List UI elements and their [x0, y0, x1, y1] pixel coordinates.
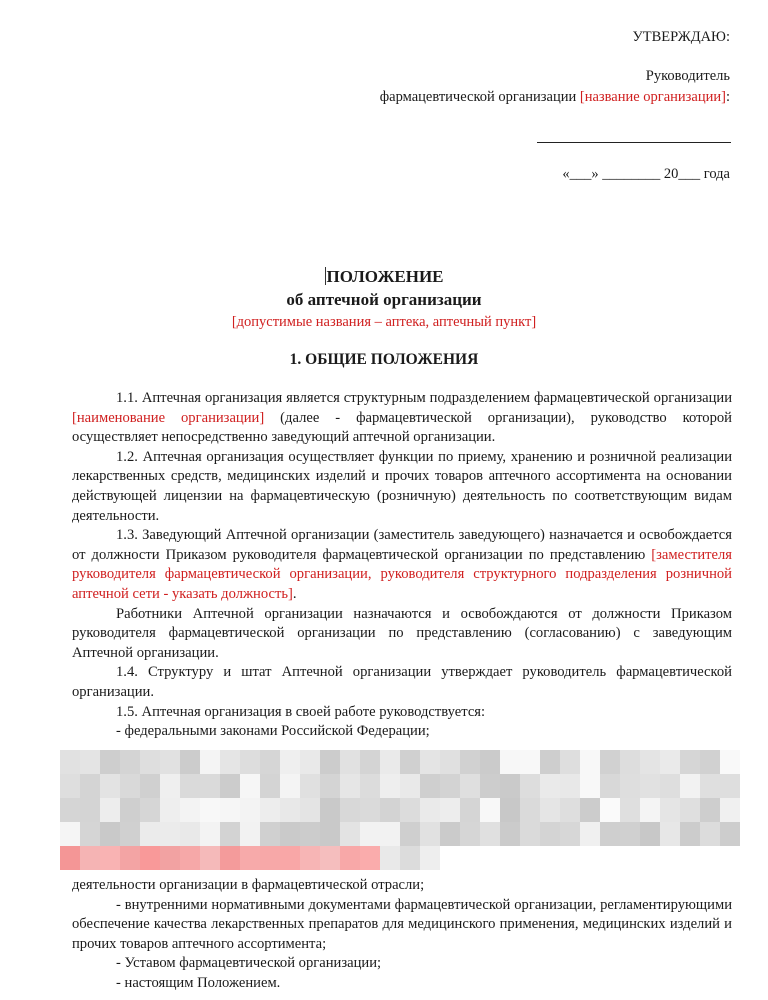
pixel-cell: [560, 846, 580, 870]
pixel-cell: [400, 798, 420, 822]
paragraph-1-5: 1.5. Аптечная организация в своей работе руководствуется:: [116, 703, 486, 720]
pixel-cell: [180, 750, 200, 774]
pixel-cell: [700, 846, 720, 870]
pixel-cell: [420, 846, 440, 870]
pixel-cell: [300, 798, 320, 822]
paragraph-after-blur: деятельности организации в фармацевтической отрасли;: [72, 877, 425, 893]
pixel-cell: [640, 774, 660, 798]
pixel-cell: [60, 774, 80, 798]
pixel-cell: [540, 774, 560, 798]
pixel-cell: [640, 750, 660, 774]
page-subtitle: об аптечной организации: [286, 290, 482, 309]
pixel-cell: [580, 798, 600, 822]
pixel-cell: [500, 798, 520, 822]
pixel-cell: [220, 774, 240, 798]
pixel-cell: [640, 798, 660, 822]
pixel-cell: [560, 822, 580, 846]
pixel-cell: [60, 846, 80, 870]
pixel-cell: [140, 774, 160, 798]
pixel-cell: [720, 774, 740, 798]
pixel-cell: [60, 798, 80, 822]
pixel-cell: [580, 750, 600, 774]
pixel-cell: [680, 774, 700, 798]
pixel-cell: [620, 822, 640, 846]
pixel-cell: [160, 750, 180, 774]
pixel-cell: [200, 846, 220, 870]
list-item-internal-docs: - внутренними нормативными документами фармацевтической организации, регламентирующими обеспечение качества лекарственных препаратов для медицинского применения, медицинских изделий и прочих товаров аптечного ассортимента;: [72, 896, 732, 952]
pixel-cell: [720, 750, 740, 774]
list-item-federal-laws: - федеральными законами Российской Федерации;: [116, 723, 430, 740]
pixel-cell: [260, 846, 280, 870]
pixel-cell: [160, 846, 180, 870]
pixel-cell: [580, 774, 600, 798]
pixel-cell: [240, 798, 260, 822]
pixel-cell: [540, 798, 560, 822]
pixel-cell: [460, 750, 480, 774]
pixel-cell: [720, 798, 740, 822]
pixel-cell: [600, 750, 620, 774]
pixel-cell: [100, 774, 120, 798]
pixel-cell: [680, 822, 700, 846]
pixel-cell: [460, 774, 480, 798]
pixel-cell: [200, 774, 220, 798]
pixel-cell: [600, 822, 620, 846]
pixel-cell: [80, 846, 100, 870]
pixel-cell: [160, 798, 180, 822]
pixel-cell: [540, 822, 560, 846]
approve-label: УТВЕРЖДАЮ:: [632, 29, 730, 45]
signature-line: [537, 124, 731, 143]
pixel-cell: [140, 798, 160, 822]
list-item-this-regulation: - настоящим Положением.: [116, 974, 281, 991]
pixel-cell: [320, 798, 340, 822]
pixel-cell: [300, 822, 320, 846]
pixel-cell: [320, 822, 340, 846]
pixel-cell: [80, 798, 100, 822]
pixel-cell: [340, 846, 360, 870]
pixel-cell: [680, 798, 700, 822]
pixel-cell: [240, 822, 260, 846]
pixel-cell: [540, 750, 560, 774]
pixel-cell: [80, 750, 100, 774]
pixel-cell: [100, 822, 120, 846]
pixel-cell: [440, 798, 460, 822]
paragraph-1-3: 1.3. Заведующий Аптечной организации (заместитель заведующего) назначается и освобождается от должности Приказом руководителя фармацевтической организации по представлению [заместителя руководителя фармацевтической организации, руководителя структурного подразделения розничной аптечной сети - указать должность].: [72, 527, 732, 602]
title-note: [допустимые названия – аптека, аптечный пункт]: [231, 314, 537, 330]
pixel-cell: [260, 774, 280, 798]
pixel-cell: [200, 822, 220, 846]
pixel-cell: [180, 822, 200, 846]
pixel-cell: [620, 750, 640, 774]
pixel-cell: [180, 846, 200, 870]
pixel-cell: [480, 750, 500, 774]
pixel-cell: [100, 798, 120, 822]
pixel-cell: [500, 846, 520, 870]
pixel-cell: [440, 846, 460, 870]
pixel-cell: [480, 822, 500, 846]
org-name-placeholder: [наименование организации]: [72, 409, 265, 426]
pixel-cell: [280, 774, 300, 798]
pixel-cell: [220, 798, 240, 822]
pixel-cell: [60, 822, 80, 846]
pixel-cell: [620, 774, 640, 798]
pixel-cell: [240, 846, 260, 870]
pixel-cell: [260, 750, 280, 774]
pixel-cell: [480, 798, 500, 822]
pixel-cell: [620, 798, 640, 822]
pixel-cell: [360, 750, 380, 774]
pixel-cell: [560, 798, 580, 822]
pixel-cell: [280, 846, 300, 870]
pixel-cell: [140, 846, 160, 870]
pixel-cell: [440, 750, 460, 774]
pixel-cell: [120, 750, 140, 774]
pixel-cell: [360, 774, 380, 798]
paragraph-workers: Работники Аптечной организации назначаются и освобождаются от должности Приказом руководителя фармацевтической организации по представлению (согласованию) с заведующим Аптечной организации.: [72, 605, 732, 661]
pixel-cell: [280, 822, 300, 846]
pixel-cell: [200, 798, 220, 822]
pixel-cell: [520, 822, 540, 846]
pixel-cell: [600, 798, 620, 822]
paragraph-1-4: 1.4. Структуру и штат Аптечной организации утверждает руководитель фармацевтической организации.: [72, 664, 732, 700]
pixel-cell: [420, 774, 440, 798]
pixel-cell: [360, 822, 380, 846]
pixel-cell: [420, 822, 440, 846]
pixel-cell: [140, 822, 160, 846]
paragraph-1-1: 1.1. Аптечная организация является структурным подразделением фармацевтической организации [наименование организации] (далее - фармацевтической организации), руководство которой осуществляет непосредственно заведующий аптечной организации.: [72, 390, 732, 446]
section-body-continued: [72, 876, 732, 994]
pixel-cell: [720, 822, 740, 846]
pixel-cell: [260, 798, 280, 822]
pixel-cell: [560, 750, 580, 774]
pixel-cell: [620, 846, 640, 870]
pixel-cell: [280, 798, 300, 822]
pixel-cell: [360, 798, 380, 822]
pixel-cell: [220, 846, 240, 870]
pixel-cell: [400, 822, 420, 846]
pixel-cell: [240, 774, 260, 798]
pixel-cell: [580, 822, 600, 846]
pixel-cell: [480, 846, 500, 870]
org-prefix: фармацевтической организации: [379, 89, 580, 105]
pixel-cell: [320, 750, 340, 774]
pixel-cell: [220, 822, 240, 846]
pixel-cell: [320, 774, 340, 798]
pixel-cell: [440, 774, 460, 798]
paragraph-1-2: 1.2. Аптечная организация осуществляет функции по приему, хранению и розничной реализации лекарственных средств, медицинских изделий и прочих товаров аптечного ассортимента на основании действующей лицензии на фармацевтическую (розничную) деятельность по соответствующим видам деятельности.: [72, 448, 732, 524]
pixel-cell: [520, 750, 540, 774]
pixel-cell: [700, 750, 720, 774]
pixel-cell: [540, 846, 560, 870]
pixel-cell: [220, 750, 240, 774]
pixel-cell: [340, 774, 360, 798]
pixel-cell: [120, 822, 140, 846]
pixel-cell: [660, 846, 680, 870]
pixel-cell: [380, 846, 400, 870]
org-suffix: :: [725, 89, 730, 105]
pixel-cell: [440, 822, 460, 846]
head-label: Руководитель: [645, 68, 730, 84]
pixel-cell: [380, 774, 400, 798]
pixel-cell: [380, 822, 400, 846]
pixel-cell: [380, 798, 400, 822]
pixel-cell: [500, 750, 520, 774]
pixel-cell: [180, 774, 200, 798]
list-item-charter: - Уставом фармацевтической организации;: [116, 955, 382, 972]
pixel-cell: [660, 798, 680, 822]
pixel-cell: [400, 750, 420, 774]
pixel-cell: [460, 822, 480, 846]
pixel-cell: [660, 750, 680, 774]
pixel-cell: [420, 750, 440, 774]
title-main: ПОЛОЖЕНИЕ: [326, 267, 444, 286]
pixel-cell: [100, 750, 120, 774]
pixel-cell: [200, 750, 220, 774]
pixel-cell: [80, 774, 100, 798]
pixel-cell: [660, 774, 680, 798]
pixel-cell: [640, 846, 660, 870]
pixel-cell: [720, 846, 740, 870]
pixel-cell: [660, 822, 680, 846]
text-cursor: [325, 267, 326, 285]
pixel-cell: [680, 846, 700, 870]
pixel-cell: [460, 846, 480, 870]
position-placeholder: [заместителя руководителя фармацевтической организации, руководителя структурного подразделения розничной аптечной сети - указать должность]: [72, 546, 732, 602]
pixel-cell: [700, 798, 720, 822]
date-line: «___» ________ 20___ года: [562, 166, 730, 182]
section-heading: 1. ОБЩИЕ ПОЛОЖЕНИЯ: [289, 351, 479, 368]
pixel-cell: [600, 846, 620, 870]
pixel-cell: [340, 822, 360, 846]
pixel-cell: [320, 846, 340, 870]
pixel-cell: [120, 798, 140, 822]
pixel-cell: [340, 798, 360, 822]
pixel-cell: [160, 774, 180, 798]
section-body: [72, 389, 732, 742]
pixel-cell: [520, 798, 540, 822]
pixel-cell: [500, 822, 520, 846]
pixel-cell: [80, 822, 100, 846]
pixel-cell: [520, 774, 540, 798]
pixel-cell: [260, 822, 280, 846]
pixel-cell: [580, 846, 600, 870]
pixel-cell: [60, 750, 80, 774]
pixel-cell: [700, 822, 720, 846]
pixel-cell: [380, 750, 400, 774]
pixel-cell: [400, 774, 420, 798]
pixel-cell: [120, 774, 140, 798]
pixel-cell: [100, 846, 120, 870]
pixel-cell: [340, 750, 360, 774]
pixel-cell: [500, 774, 520, 798]
pixelated-region: [60, 750, 740, 870]
pixel-cell: [120, 846, 140, 870]
pixel-cell: [160, 822, 180, 846]
pixel-cell: [140, 750, 160, 774]
pixel-cell: [400, 846, 420, 870]
pixel-cell: [520, 846, 540, 870]
pixel-cell: [180, 798, 200, 822]
pixel-cell: [300, 750, 320, 774]
pixel-cell: [460, 798, 480, 822]
pixel-cell: [560, 774, 580, 798]
pixel-cell: [360, 846, 380, 870]
pixel-cell: [700, 774, 720, 798]
pixel-cell: [480, 774, 500, 798]
org-line: [380, 87, 730, 107]
pixel-cell: [300, 774, 320, 798]
pixel-cell: [280, 750, 300, 774]
page-title: [0, 267, 768, 287]
pixel-cell: [600, 774, 620, 798]
pixel-cell: [640, 822, 660, 846]
pixel-cell: [420, 798, 440, 822]
pixel-cell: [680, 750, 700, 774]
pixel-cell: [300, 846, 320, 870]
org-placeholder: [название организации]: [579, 89, 726, 105]
pixel-cell: [240, 750, 260, 774]
